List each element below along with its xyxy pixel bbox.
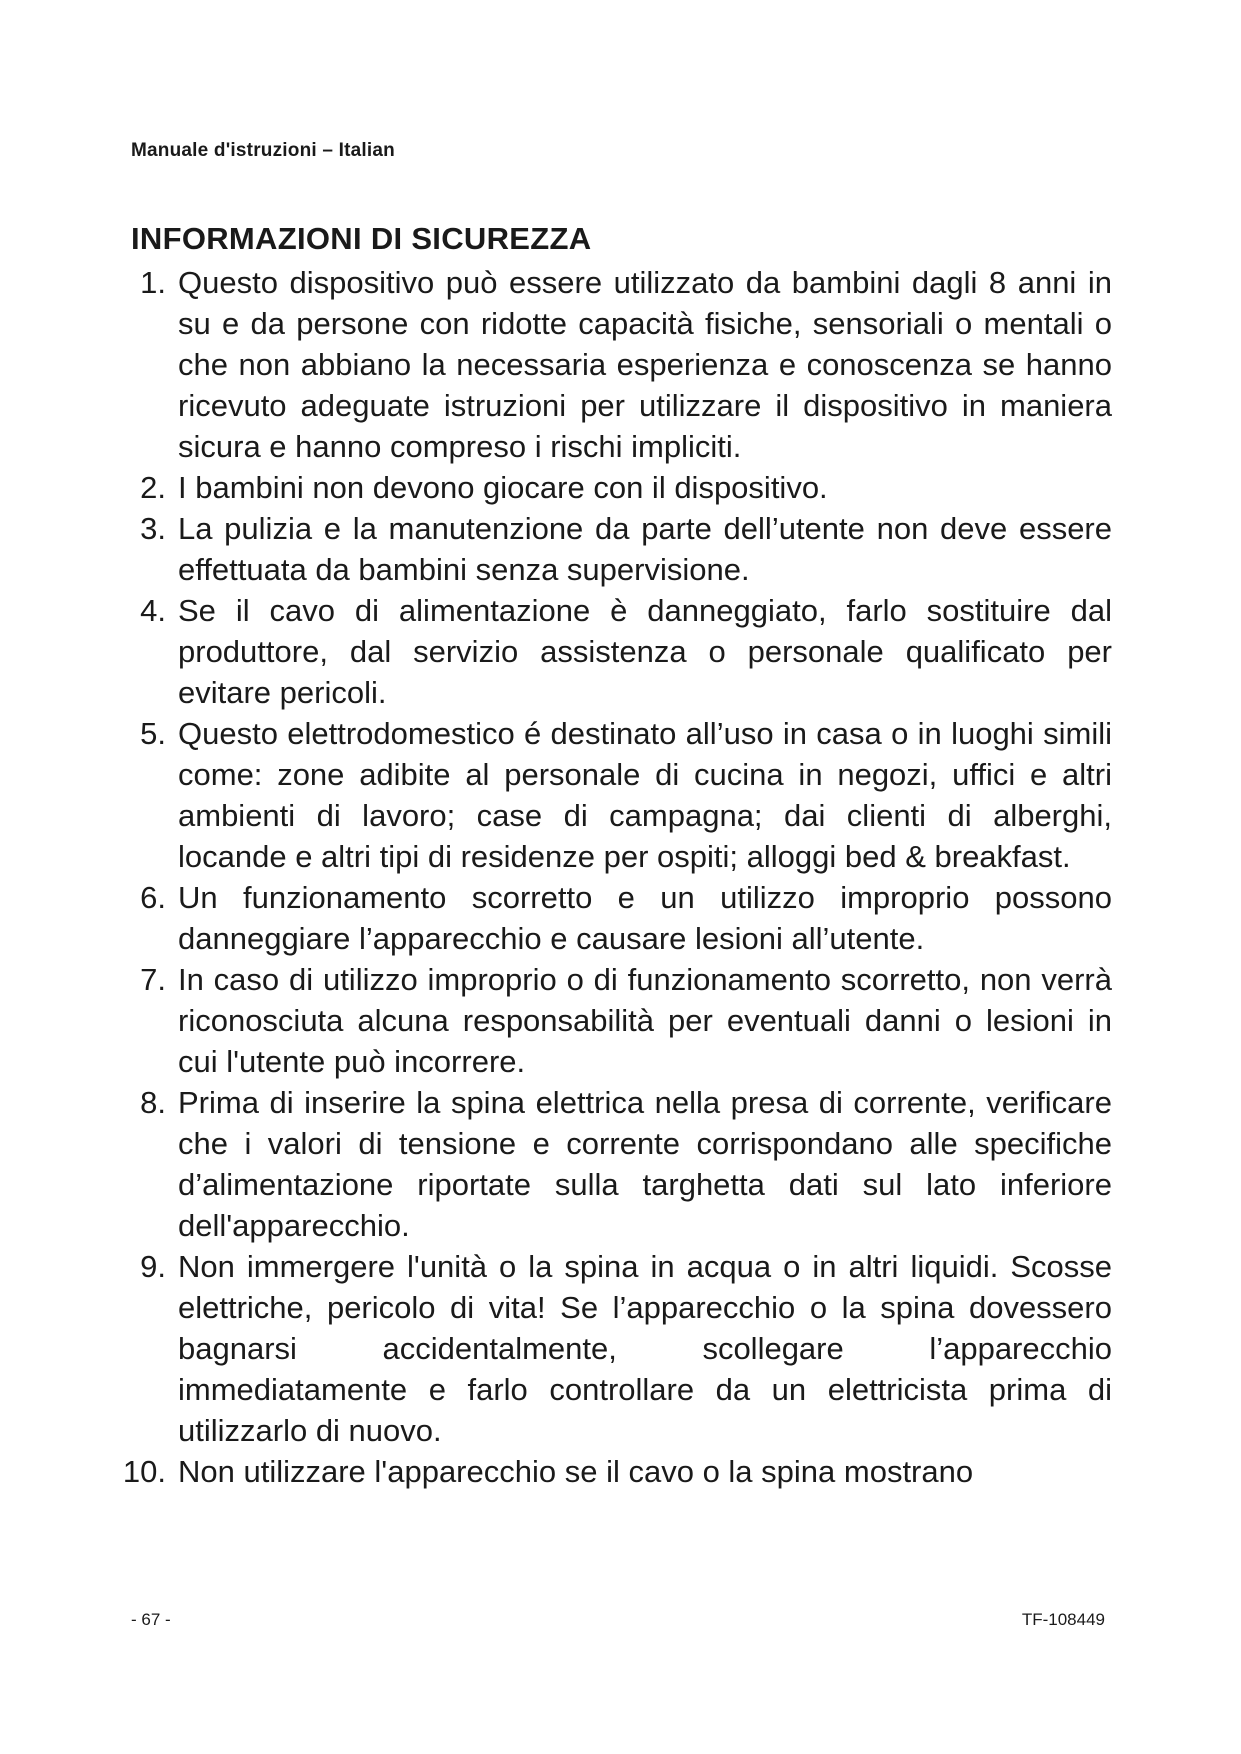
list-item-text: Prima di inserire la spina elettrica nella presa di corrente, verificare che i valori di tensione e corrente corrispondano alle specifiche d’alimentazione riportate sulla targhetta dati sul lato inferiore dell'apparecchio. — [178, 1085, 1112, 1243]
list-item-number: 3. — [140, 511, 166, 546]
list-item — [100, 713, 1112, 877]
list-item — [100, 959, 1112, 1082]
safety-list — [100, 262, 1112, 1492]
model-code: TF-108449 — [1021, 1610, 1105, 1629]
list-item-text: Non utilizzare l'apparecchio se il cavo o la spina mostrano — [178, 1454, 974, 1489]
list-item-text: In caso di utilizzo improprio o di funzionamento scorretto, non verrà riconosciuta alcuna responsabilità per eventuali danni o lesioni in cui l'utente può incorrere. — [178, 962, 1112, 1079]
section-title: INFORMAZIONI DI SICUREZZA — [131, 221, 592, 256]
list-item — [100, 877, 1112, 959]
list-item — [100, 1246, 1112, 1451]
list-item-number: 4. — [140, 593, 166, 628]
list-item-number: 6. — [140, 880, 166, 915]
list-item — [100, 262, 1112, 467]
list-item — [100, 467, 1112, 508]
list-item-number: 7. — [140, 962, 166, 997]
list-item-text: Non immergere l'unità o la spina in acqua o in altri liquidi. Scosse elettriche, pericolo di vita! Se l’apparecchio o la spina dovessero bagnarsi accidentalmente, scollegare l’apparecchio immediatamente e farlo controllare da un elettricista prima di utilizzarlo di nuovo. — [178, 1249, 1112, 1448]
list-item — [100, 590, 1112, 713]
list-item-text: Se il cavo di alimentazione è danneggiato, farlo sostituire dal produttore, dal servizio assistenza o personale qualificato per evitare pericoli. — [178, 593, 1112, 710]
list-item-text: Un funzionamento scorretto e un utilizzo improprio possono danneggiare l’apparecchio e causare lesioni all’utente. — [178, 880, 1112, 956]
list-item-number: 5. — [140, 716, 166, 751]
list-item-number: 10. — [122, 1454, 166, 1489]
running-header: Manuale d'istruzioni – Italian — [131, 140, 395, 161]
list-item — [100, 1082, 1112, 1246]
list-item-text: I bambini non devono giocare con il dispositivo. — [178, 470, 828, 505]
list-item-text: Questo elettrodomestico é destinato all’uso in casa o in luoghi simili come: zone adibite al personale di cucina in negozi, uffici e altri ambienti di lavoro; case di campagna; dai clienti di alberghi, locande e altri tipi di residenze per ospiti; alloggi bed & breakfast. — [178, 716, 1112, 874]
list-item-number: 8. — [140, 1085, 166, 1120]
list-item — [100, 1451, 1112, 1492]
list-item-number: 1. — [140, 265, 166, 300]
list-item-text: La pulizia e la manutenzione da parte dell’utente non deve essere effettuata da bambini senza supervisione. — [178, 511, 1112, 587]
page-number: - 67 - — [131, 1610, 171, 1629]
list-item-text: Questo dispositivo può essere utilizzato da bambini dagli 8 anni in su e da persone con ridotte capacità fisiche, sensoriali o mentali o che non abbiano la necessaria esperienza e conoscenza se hanno ricevuto adeguate istruzioni per utilizzare il dispositivo in maniera sicura e hanno compreso i rischi impliciti. — [178, 265, 1112, 464]
list-item — [100, 508, 1112, 590]
list-item-number: 9. — [140, 1249, 166, 1284]
list-item-number: 2. — [140, 470, 166, 505]
